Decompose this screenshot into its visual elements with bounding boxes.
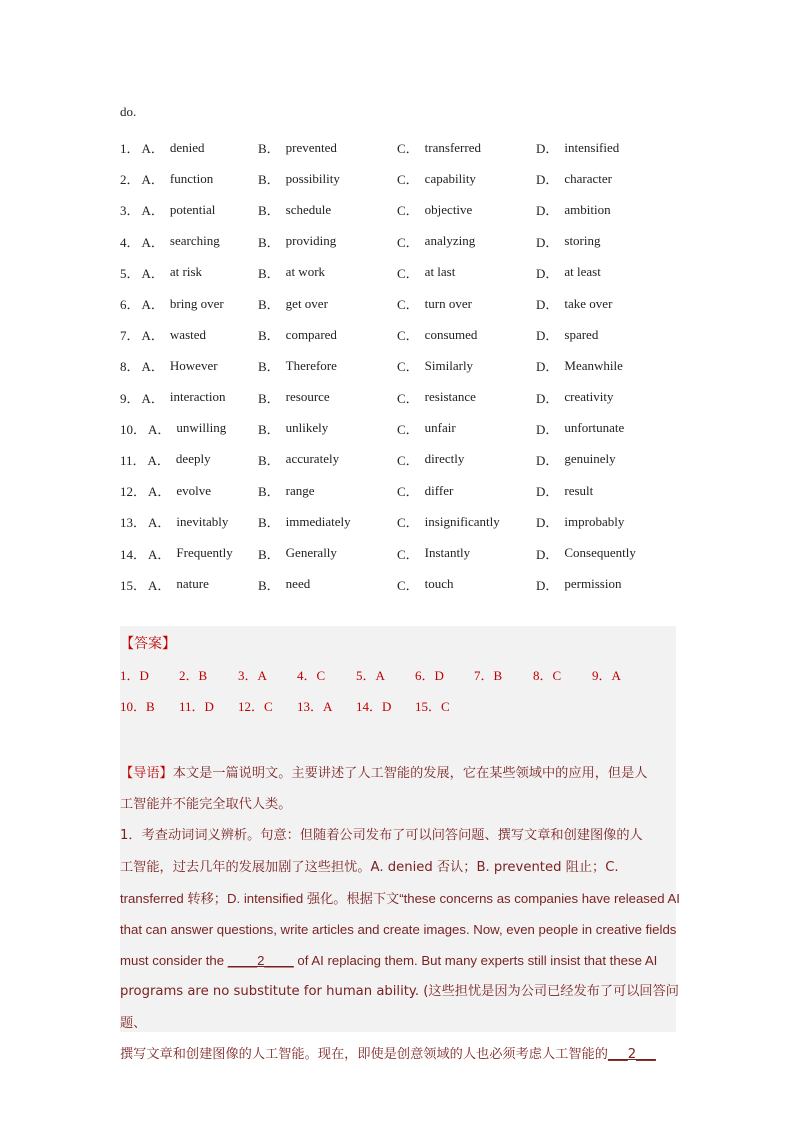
option-letter: A． (141, 203, 164, 219)
option-letter: D． (536, 265, 559, 281)
option-text: compared (285, 326, 337, 342)
line-text: 撰写文章和创建图像的人工智能。现在，即使是创意领域的人也必须考虑人工智能的 (120, 1046, 608, 1062)
option-text: Meanwhile (564, 357, 623, 373)
question-row (120, 163, 676, 194)
option-letter: D． (536, 172, 559, 188)
option-letter: A． (141, 141, 164, 157)
option-letter: C． (397, 577, 419, 593)
answer-item: 6．D (415, 668, 444, 683)
option-a (120, 263, 258, 282)
option-letter: D． (536, 234, 559, 250)
answer-item: 15．C (415, 699, 450, 714)
option-letter: C． (397, 390, 419, 406)
question-number: 4． (120, 234, 140, 250)
option-text: unwilling (176, 420, 227, 436)
option-letter: B． (258, 515, 280, 531)
question-number: 14． (120, 546, 147, 562)
option-c (397, 419, 536, 438)
answer-item: 12．C (238, 699, 273, 714)
option-c (397, 200, 536, 219)
option-text: wasted (169, 326, 207, 342)
option-b (258, 544, 397, 563)
option-letter: A． (148, 546, 171, 562)
option-letter: A． (141, 390, 164, 406)
answer-item: 14．D (356, 699, 392, 714)
option-a (120, 575, 258, 594)
question-number: 13． (120, 515, 147, 531)
option-a (120, 481, 258, 500)
answer-item: 9．A (592, 668, 621, 683)
question-number: 11． (120, 452, 146, 468)
option-d (536, 450, 676, 469)
option-c (397, 325, 536, 344)
option-letter: A． (141, 265, 164, 281)
option-b (258, 200, 397, 219)
option-text: get over (285, 295, 328, 311)
option-a (120, 544, 258, 563)
option-text: resistance (424, 389, 476, 405)
option-text: bring over (169, 295, 224, 311)
option-letter: A． (141, 172, 164, 188)
q1-explanation-line: 工智能，过去几年的发展加剧了这些担忧。A. denied 否认；B. prevented 阻止；C. (120, 859, 619, 875)
option-d (536, 263, 676, 282)
option-text: ambition (564, 201, 611, 217)
question-row (120, 132, 676, 163)
q1-explanation-line: transferred 转移；D. intensified 强化。根据下文“these concerns as companies have released AI (120, 890, 680, 906)
option-c (397, 138, 536, 157)
option-text: unfortunate (564, 420, 625, 436)
option-letter: B． (258, 328, 280, 344)
option-a (120, 138, 258, 157)
option-text: genuinely (564, 451, 616, 467)
option-text: potential (169, 201, 216, 217)
option-c (397, 481, 536, 500)
option-text: insignificantly (424, 513, 500, 529)
option-letter: B． (258, 172, 280, 188)
option-text: spared (564, 326, 599, 342)
option-d (536, 232, 676, 251)
answer-line-2 (120, 696, 474, 715)
option-letter: A． (148, 515, 171, 531)
option-d (536, 169, 676, 188)
option-text: inevitably (176, 513, 229, 529)
option-letter: C． (397, 141, 419, 157)
option-b (258, 356, 397, 375)
option-letter: C． (397, 359, 419, 375)
option-b (258, 512, 397, 531)
option-b (258, 169, 397, 188)
option-letter: A． (147, 452, 170, 468)
option-a (120, 294, 258, 313)
option-letter: D． (536, 390, 559, 406)
question-number: 15． (120, 577, 147, 593)
option-text: at least (564, 264, 601, 280)
option-letter: A． (141, 328, 164, 344)
option-letter: B． (258, 234, 280, 250)
option-d (536, 356, 676, 375)
option-text: transferred (424, 139, 481, 155)
option-letter: B． (258, 546, 280, 562)
option-c (397, 575, 536, 594)
question-number: 12． (120, 484, 147, 500)
question-number: 9． (120, 390, 140, 406)
option-b (258, 575, 397, 594)
option-letter: B． (258, 484, 280, 500)
option-text: consumed (424, 326, 478, 342)
option-a (120, 388, 258, 407)
option-letter: C． (397, 297, 419, 313)
guide-text: 本文是一篇说明文。主要讲述了人工智能的发展，它在某些领域中的应用，但是人 (172, 766, 648, 781)
option-c (397, 169, 536, 188)
question-row (120, 569, 676, 600)
option-b (258, 325, 397, 344)
option-c (397, 450, 536, 469)
guide-header: 【导语】 (120, 766, 173, 781)
question-number: 10． (120, 421, 147, 437)
question-row (120, 194, 676, 225)
option-text: Generally (285, 545, 337, 561)
answer-line-1 (120, 665, 651, 684)
answer-item: 11．D (179, 699, 214, 714)
q1-explanation-line: 1．考查动词词义辨析。句意：但随着公司发布了可以问答问题、撰写文章和创建图像的人 (120, 828, 643, 844)
option-letter: D． (536, 452, 559, 468)
option-letter: A． (141, 359, 164, 375)
option-c (397, 512, 536, 531)
option-text: turn over (424, 295, 472, 311)
option-d (536, 388, 676, 407)
option-text: deeply (175, 451, 211, 467)
option-text: evolve (176, 482, 212, 498)
option-letter: D． (536, 203, 559, 219)
option-letter: A． (148, 577, 171, 593)
option-text: interaction (169, 389, 226, 405)
option-text: providing (285, 233, 337, 249)
option-b (258, 294, 397, 313)
option-letter: D． (536, 141, 559, 157)
option-text: function (169, 170, 214, 186)
option-letter: D． (536, 577, 559, 593)
option-text: Therefore (285, 357, 337, 373)
question-row (120, 350, 676, 381)
option-text: prevented (285, 139, 337, 155)
option-text: storing (564, 233, 601, 249)
option-a (120, 200, 258, 219)
option-letter: B． (258, 203, 280, 219)
line-text: of AI replacing them. But many experts still insist that these AI (293, 953, 658, 969)
option-letter: B． (258, 390, 280, 406)
option-letter: C． (397, 265, 419, 281)
option-a (120, 356, 258, 375)
option-c (397, 356, 536, 375)
option-letter: C． (397, 234, 419, 250)
option-text: accurately (285, 451, 340, 467)
question-list (120, 132, 676, 600)
option-letter: C． (397, 515, 419, 531)
option-b (258, 419, 397, 438)
option-text: analyzing (424, 233, 476, 249)
option-c (397, 388, 536, 407)
option-text: at last (424, 264, 456, 280)
option-text: unlikely (285, 420, 329, 436)
option-letter: D． (536, 421, 559, 437)
option-letter: D． (536, 546, 559, 562)
option-text: resource (285, 389, 330, 405)
option-text: possibility (285, 170, 340, 186)
answer-item: 13．A (297, 699, 333, 714)
option-text: range (285, 482, 315, 498)
option-letter: B． (258, 265, 280, 281)
answer-item: 7．B (474, 668, 503, 683)
question-row (120, 257, 676, 288)
option-letter: B． (258, 577, 280, 593)
answer-item: 8．C (533, 668, 562, 683)
option-text: Instantly (424, 545, 471, 561)
option-text: differ (424, 482, 454, 498)
option-letter: D． (536, 328, 559, 344)
option-d (536, 138, 676, 157)
option-letter: D． (536, 484, 559, 500)
question-number: 6． (120, 297, 140, 313)
question-row (120, 475, 676, 506)
option-b (258, 263, 397, 282)
option-text: take over (564, 295, 613, 311)
option-text: creativity (564, 389, 614, 405)
option-text: character (564, 170, 613, 186)
option-letter: D． (536, 515, 559, 531)
blank: ____2____ (227, 953, 294, 969)
option-d (536, 512, 676, 531)
option-c (397, 263, 536, 282)
option-d (536, 544, 676, 563)
option-letter: C． (397, 203, 419, 219)
option-text: directly (424, 451, 465, 467)
option-text: immediately (285, 513, 351, 529)
question-number: 1． (120, 141, 140, 157)
option-letter: C． (397, 421, 419, 437)
option-text: at work (285, 264, 326, 280)
question-row (120, 382, 676, 413)
option-text: capability (424, 170, 476, 186)
option-letter: B． (258, 359, 280, 375)
question-number: 5． (120, 265, 140, 281)
option-d (536, 481, 676, 500)
question-row (120, 537, 676, 568)
option-letter: B． (258, 452, 280, 468)
question-row (120, 226, 676, 257)
option-a (120, 450, 258, 469)
option-text: searching (169, 233, 220, 249)
option-c (397, 232, 536, 251)
q1-explanation-line (120, 1039, 680, 1070)
option-letter: C． (397, 172, 419, 188)
option-b (258, 450, 397, 469)
option-text: result (564, 482, 594, 498)
option-d (536, 200, 676, 219)
option-letter: C． (397, 452, 419, 468)
option-text: unfair (424, 420, 456, 436)
option-b (258, 232, 397, 251)
option-letter: C． (397, 546, 419, 562)
q1-explanation-line: that can answer questions, write articles and create images. Now, even people in creative fields (120, 922, 677, 938)
question-number: 3． (120, 203, 140, 219)
option-c (397, 294, 536, 313)
option-letter: D． (536, 359, 559, 375)
answer-item: 10．B (120, 699, 155, 714)
question-row (120, 319, 676, 350)
option-text: objective (424, 201, 473, 217)
option-letter: A． (141, 297, 164, 313)
option-text: Similarly (424, 357, 474, 373)
question-row (120, 413, 676, 444)
question-number: 7． (120, 328, 140, 344)
answer-section (120, 626, 680, 1062)
option-letter: B． (258, 297, 280, 313)
option-text: improbably (564, 513, 625, 529)
option-d (536, 575, 676, 594)
option-text: schedule (285, 201, 332, 217)
option-text: need (285, 576, 311, 592)
option-c (397, 544, 536, 563)
option-letter: B． (258, 141, 280, 157)
answer-item: 4．C (297, 668, 326, 683)
question-number: 2． (120, 172, 140, 188)
answer-item: 2．B (179, 668, 208, 683)
option-text: at risk (169, 264, 203, 280)
option-d (536, 294, 676, 313)
option-text: denied (169, 139, 205, 155)
question-row (120, 444, 676, 475)
option-text: nature (176, 576, 209, 592)
option-letter: A． (148, 421, 171, 437)
option-a (120, 232, 258, 251)
question-row (120, 506, 676, 537)
answer-title: 【答案】 (120, 636, 176, 652)
option-text: However (169, 357, 218, 373)
option-a (120, 419, 258, 438)
option-letter: A． (148, 484, 171, 500)
answer-item: 3．A (238, 668, 267, 683)
answer-item: 1．D (120, 668, 149, 683)
question-row (120, 288, 676, 319)
option-b (258, 388, 397, 407)
option-text: touch (424, 576, 454, 592)
option-letter: C． (397, 328, 419, 344)
intro-text: do. (120, 104, 137, 119)
option-text: intensified (564, 139, 620, 155)
option-letter: D． (536, 297, 559, 313)
option-text: permission (564, 576, 622, 592)
blank: ___2___ (607, 1046, 656, 1062)
option-d (536, 419, 676, 438)
line-text: must consider the (120, 953, 228, 969)
option-text: Consequently (564, 545, 636, 561)
option-letter: A． (141, 234, 164, 250)
option-d (536, 325, 676, 344)
option-a (120, 325, 258, 344)
guide-text-cont: 工智能并不能完全取代人类。 (120, 797, 292, 813)
option-a (120, 169, 258, 188)
option-text: Frequently (176, 545, 233, 561)
q1-explanation-line: programs are no substitute for human ability. (这些担忧是因为公司已经发布了可以回答问题、 (120, 984, 679, 1031)
option-b (258, 481, 397, 500)
question-number: 8． (120, 359, 140, 375)
option-letter: B． (258, 421, 280, 437)
q1-explanation-line (120, 945, 680, 976)
option-letter: C． (397, 484, 419, 500)
option-b (258, 138, 397, 157)
answer-item: 5．A (356, 668, 385, 683)
guide-paragraph (120, 758, 680, 789)
explanation (120, 758, 680, 1070)
option-a (120, 512, 258, 531)
